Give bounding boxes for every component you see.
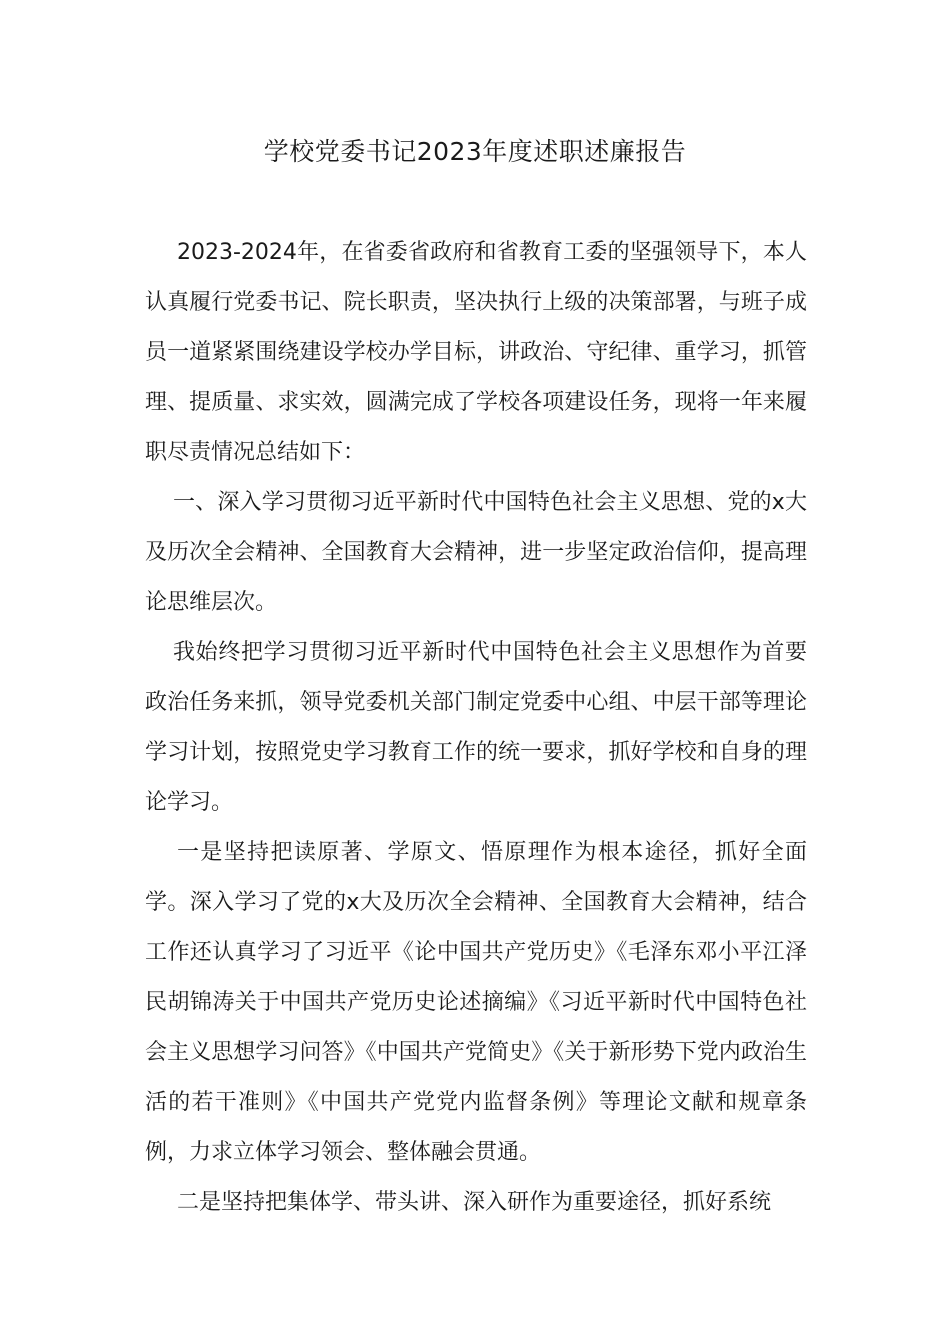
document-body (145, 228, 807, 1228)
paragraph-intro: 2023-2024年，在省委省政府和省教育工委的坚强领导下，本人认真履行党委书记、院长职责，坚决执行上级的决策部署，与班子成员一道紧紧围绕建设学校办学目标，讲政治、守纪律、重学习，抓管理、提质量、求实效，圆满完成了学校各项建设任务，现将一年来履职尽责情况总结如下： (145, 240, 807, 465)
paragraph-item-1: 一是坚持把读原著、学原文、悟原理作为根本途径，抓好全面学。深入学习了党的x大及历次全会精神、全国教育大会精神，结合工作还认真学习了习近平《论中国共产党历史》《毛泽东邓小平江泽民胡锦涛关于中国共产党历史论述摘编》《习近平新时代中国特色社会主义思想学习问答》《中国共产党简史》《关于新形势下党内政治生活的若干准则》《中国共产党党内监督条例》等理论文献和规章条例，力求立体学习领会、整体融会贯通。 (145, 840, 807, 1165)
paragraph-section-1-body: 我始终把学习贯彻习近平新时代中国特色社会主义思想作为首要政治任务来抓，领导党委机关部门制定党委中心组、中层干部等理论学习计划，按照党史学习教育工作的统一要求，抓好学校和自身的理论学习。 (145, 640, 807, 815)
document-title: 学校党委书记2023年度述职述廉报告 (263, 137, 687, 166)
paragraph-item-2: 二是坚持把集体学、带头讲、深入研作为重要途径，抓好系统 (177, 1190, 772, 1215)
paragraph-section-1-heading: 一、深入学习贯彻习近平新时代中国特色社会主义思想、党的x大及历次全会精神、全国教育大会精神，进一步坚定政治信仰，提高理论思维层次。 (145, 490, 807, 615)
